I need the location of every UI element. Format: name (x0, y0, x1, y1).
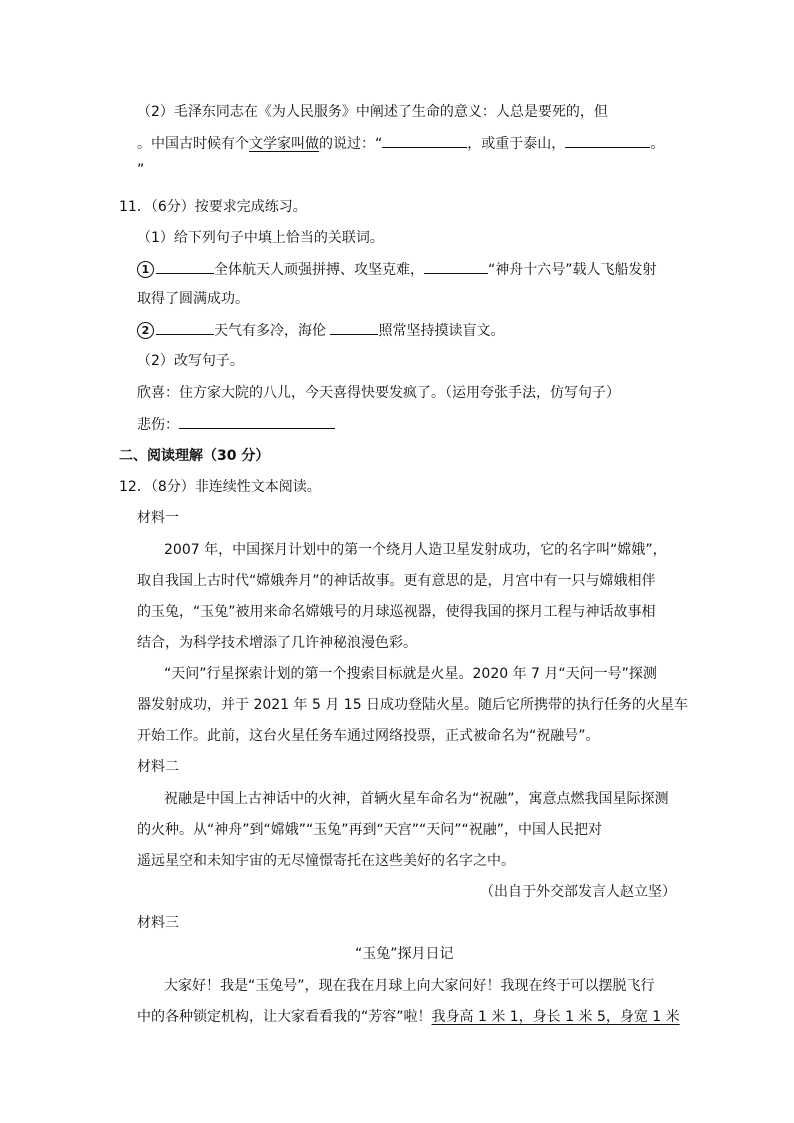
q10-2-line2-a: 。中国古时候有个 (137, 136, 249, 152)
blank-q10-1[interactable] (382, 133, 467, 148)
m3-label: 材料三 (137, 915, 179, 931)
m1-p2-l3: 开始工作。此前，这台火星任务车通过网络投票，正式被命名为“祝融号”。 (137, 728, 600, 744)
m3-l2-a: 中的各种锁定机构，让大家看看我的“芳容”啦！ (137, 1009, 432, 1025)
m2-l1: 祝融是中国上古神话中的火神，首辆火星车命名为“祝融”，寓意点燃我国星际探测 (164, 791, 669, 807)
m3-title: “玉兔”探月日记 (355, 946, 454, 962)
m2-l2: 的火种。从“神舟”到“嫦娥”“玉兔”再到“天宫”“天问”“祝融”，中国人民把对 (137, 822, 603, 838)
q11-s2-a: 天气有多冷，海伦 (214, 323, 331, 339)
circled-number-2: 2 (137, 322, 154, 339)
q10-2-line2-d: 。 (650, 136, 665, 152)
q11-beishang: 悲伤： (137, 417, 179, 433)
q11-s2-b: 照常坚持摸读盲文。 (378, 323, 505, 339)
blank-q10-2[interactable] (565, 133, 650, 148)
q11-s1-a: 全体航天人顽强拼搏、攻坚克难， (214, 262, 424, 278)
q10-2-line3: ” (137, 162, 145, 178)
q11-s1-line (137, 259, 657, 280)
q11-beishang-line (137, 414, 335, 435)
q10-2-line1 (137, 102, 608, 122)
q11-sub2: （2）改写句子。 (137, 353, 244, 369)
q11-sub1: （1）给下列句子中填上恰当的关联词。 (137, 230, 384, 246)
q11-s2-line (137, 320, 504, 341)
blank-s1-1[interactable] (156, 259, 214, 274)
q11-xinxi: 欣喜：住方家大院的八儿，今天喜得快要发疯了。（运用夸张手法，仿写句子） (137, 385, 620, 401)
q10-2-text: （2）毛泽东同志在《为人民服务》中阐述了生命的意义：人总是要死的，但 (137, 104, 608, 120)
m1-p1-l3: 的玉兔，“玉兔”被用来命名嫦娥号的月球巡视器，使得我国的探月工程与神话故事相 (137, 604, 656, 620)
blank-s2-1[interactable] (156, 320, 214, 335)
m2-label: 材料二 (137, 759, 179, 775)
q10-2-line2 (137, 133, 664, 154)
m3-l2-underlined: 我身高 1 米 1，身长 1 米 5，身宽 1 米 (431, 1009, 680, 1025)
q10-2-line2-b: 的说过：“ (319, 136, 383, 152)
m2-source: （出自于外交部发言人赵立坚） (480, 884, 676, 900)
circled-number-1: 1 (137, 261, 154, 278)
blank-beishang[interactable] (179, 414, 335, 429)
m2-l3: 遥远星空和未知宇宙的无尽憧憬寄托在这些美好的名字之中。 (137, 853, 515, 869)
m1-p1-l2: 取自我国上古时代“嫦娥奔月”的神话故事。更有意思的是，月宫中有一只与嫦娥相伴 (137, 573, 656, 589)
m1-label: 材料一 (137, 510, 179, 526)
m1-p1-l1: 2007 年，中国探月计划中的第一个绕月人造卫星发射成功，它的名字叫“嫦娥”， (164, 542, 667, 558)
q12-title: 12．（8分）非连续性文本阅读。 (119, 479, 321, 495)
section2-heading: 二、阅读理解（30 分） (119, 448, 270, 464)
q11-s1-b: “神舟十六号”载人飞船发射 (488, 262, 657, 278)
blank-s1-2[interactable] (424, 259, 488, 274)
q11-s1-c: 取得了圆满成功。 (137, 291, 249, 307)
q11-title: 11．（6分）按要求完成练习。 (119, 199, 307, 215)
m1-p2-l2: 器发射成功，并于 2021 年 5 月 15 日成功登陆火星。随后它所携带的执行任务的火星车 (137, 697, 689, 713)
m3-l1: 大家好！我是“玉兔号”，现在我在月球上向大家问好！我现在终于可以摆脱飞行 (164, 978, 655, 994)
q10-2-underlined: 文学家叫做 (249, 136, 319, 152)
m3-l2 (137, 1007, 680, 1027)
m1-p1-l4: 结合，为科学技术增添了几许神秘浪漫色彩。 (137, 635, 417, 651)
blank-s2-2[interactable] (330, 320, 378, 335)
q10-2-line2-c: ，或重于泰山， (467, 136, 566, 152)
m1-p2-l1: “天问”行星探索计划的第一个搜索目标就是火星。2020 年 7 月“天问一号”探测 (164, 666, 657, 682)
